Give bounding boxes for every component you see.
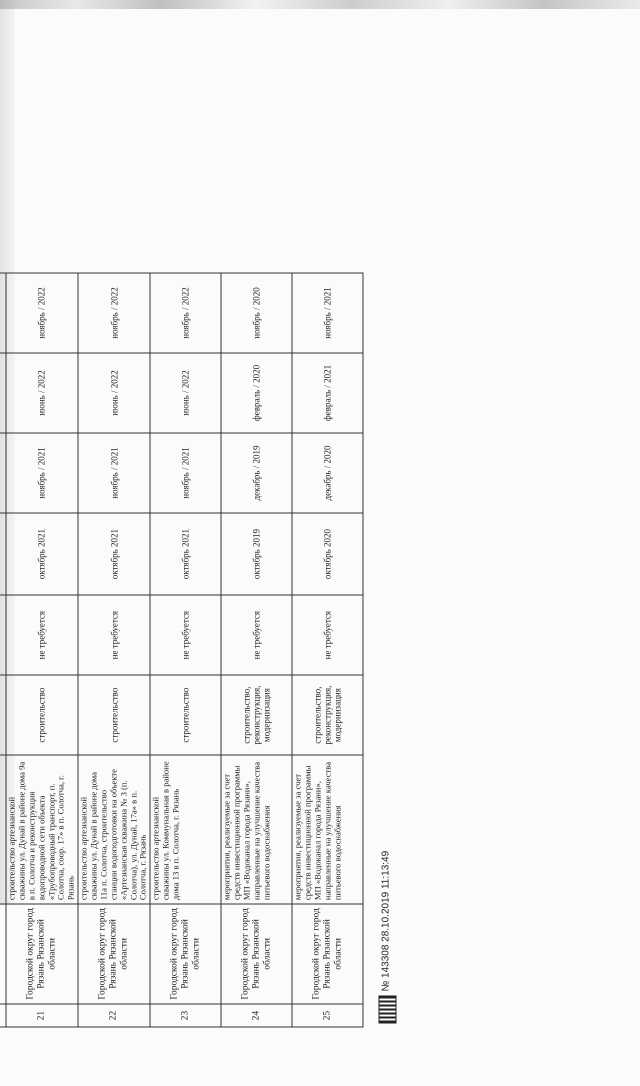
row-expertise: не требуется [150, 595, 221, 675]
row-design-end: ноябрь / 2021 [78, 433, 150, 513]
row-design-end: декабрь / 2020 [292, 433, 363, 513]
row-build-end: ноябрь / 2021 [292, 273, 363, 353]
row-build-start: февраль / 2020 [221, 353, 292, 433]
registration-stamp [379, 834, 403, 1024]
row-build-end: ноябрь / 2020 [221, 273, 292, 353]
row-expertise: не требуется [78, 595, 150, 675]
table-row [78, 273, 150, 1027]
table-row [292, 273, 363, 1027]
row-build-start: июнь / 2022 [6, 353, 78, 433]
row-number: 22 [78, 1004, 150, 1027]
table-row [150, 273, 221, 1027]
row-district: Городской округ город Рязань Рязанской области [221, 904, 292, 1005]
row-number: 23 [150, 1004, 221, 1027]
table-row [221, 273, 292, 1027]
row-expertise: не требуется [292, 595, 363, 675]
row-description: строительство артезианской скважины ул. Коммунальная в районе дома 13 в п. Солотча, г. Рязань [150, 755, 221, 904]
row-start: октябрь 2021 [150, 513, 221, 595]
row-build-start: июнь / 2022 [78, 353, 150, 433]
row-start: октябрь 2020 [292, 513, 363, 595]
row-build-start: июнь / 2022 [150, 353, 221, 433]
row-start: октябрь 2019 [221, 513, 292, 595]
row-design-end: декабрь / 2019 [221, 433, 292, 513]
row-build-end: ноябрь / 2022 [78, 273, 150, 353]
rotated-page [0, 261, 421, 1086]
row-work-type: строительство [150, 675, 221, 755]
row-design-end: ноябрь / 2021 [6, 433, 78, 513]
row-work-type: строительство [6, 675, 78, 755]
row-description: мероприятия, реализуемые за счет средств инвестиционной программы МП «Водоканал города Рязани», направленные на улучшение качества питьевого водоснабжения [221, 755, 292, 904]
measures-table [0, 273, 364, 1028]
row-description: мероприятия, реализуемые за счет средств инвестиционной программы МП «Водоканал города Рязани», направленные на улучшение качества питьевого водоснабжения [292, 755, 363, 904]
scan-top-edge [0, 0, 640, 9]
row-work-type: строительство, реконструкция, модернизация [292, 675, 363, 755]
row-build-end: ноябрь / 2022 [6, 273, 78, 353]
row-description: строительство артезианской скважины ул. Дунай в районе дома 11а п. Солотча, строительство станции водоподготовки на объекте «Артезианская скважина № 3 (п. Солотча), ул. Дунай, 17а» в п. Солотча, г. Рязань [78, 755, 150, 904]
row-build-start: февраль / 2021 [292, 353, 363, 433]
row-number: 24 [221, 1004, 292, 1027]
row-district: Городской округ город Рязань Рязанской области [6, 904, 78, 1005]
row-number: 25 [292, 1004, 363, 1027]
row-expertise: не требуется [6, 595, 78, 675]
row-start: октябрь 2021 [6, 513, 78, 595]
row-build-end: ноябрь / 2022 [150, 273, 221, 353]
row-district: Городской округ город Рязань Рязанской области [150, 904, 221, 1005]
row-work-type: строительство, реконструкция, модернизация [221, 675, 292, 755]
row-number: 21 [6, 1004, 78, 1027]
row-design-end: ноябрь / 2021 [150, 433, 221, 513]
row-district: Городской округ город Рязань Рязанской области [78, 904, 150, 1005]
row-start: октябрь 2021 [78, 513, 150, 595]
registration-number: № 143308 28.10.2019 11:13:49 [380, 850, 392, 992]
row-description: строительство артезианской скважины ул. Дунай в районе дома 9а в п. Солотча и реконструкция водопроводной сети объекта «Трубопроводный транспорт, п. Солотча, соор. 17» в п. Солотча, г. Рязань [6, 755, 78, 904]
barcode-seal-icon [379, 996, 397, 1024]
row-expertise: не требуется [221, 595, 292, 675]
table-row [6, 273, 78, 1027]
row-work-type: строительство [78, 675, 150, 755]
row-district: Городской округ город Рязань Рязанской области [292, 904, 363, 1005]
